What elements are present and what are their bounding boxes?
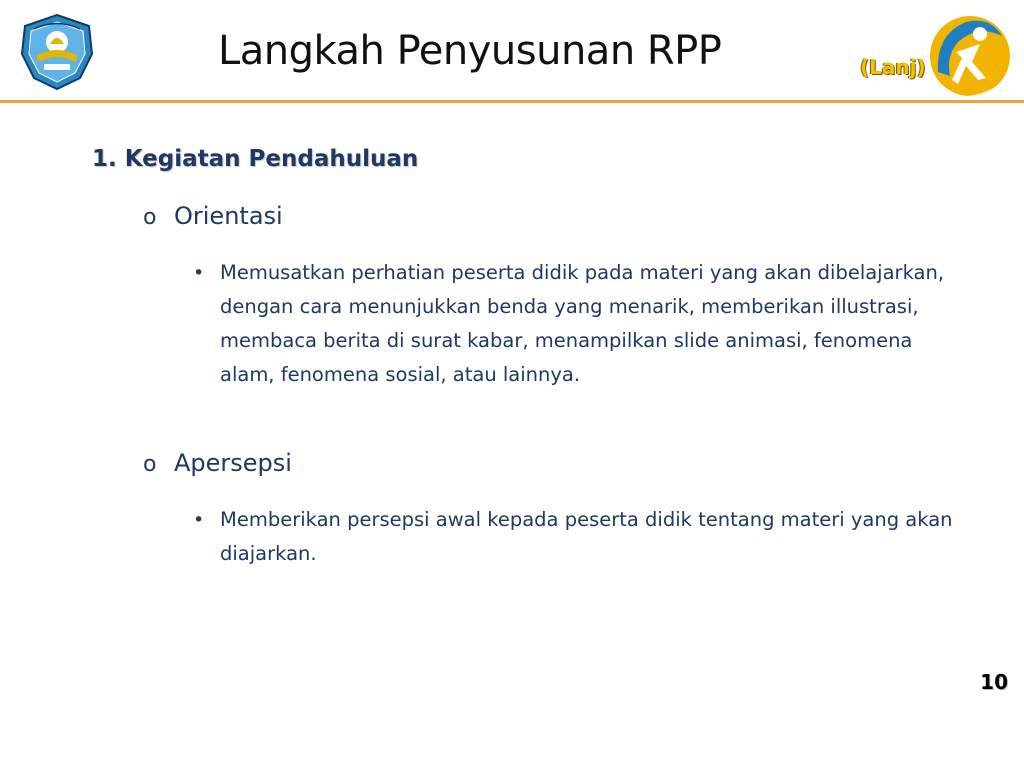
sub-item-apersepsi: Apersepsi: [174, 449, 292, 477]
bullet-marker: •: [193, 262, 205, 284]
slide-title: Langkah Penyusunan RPP: [218, 28, 722, 74]
tut-wuri-handayani-logo: [20, 14, 94, 90]
sub-bullet-marker: o: [143, 205, 157, 230]
kurikulum-2013-logo: [928, 14, 1010, 100]
page-number: 10: [980, 670, 1008, 694]
bullet-orientasi-text: Memusatkan perhatian peserta didik pada materi yang akan dibelajarkan, dengan cara menunjukkan benda yang menarik, memberikan illustrasi, membaca berita di surat kabar, menampilkan slide animasi, fenomena alam, fenomena sosial, atau lainnya.: [220, 261, 945, 386]
sub-bullet-marker: o: [143, 452, 157, 477]
bullet-marker: •: [193, 509, 205, 531]
continued-label: (Lanj): [860, 55, 926, 79]
title-divider: [0, 100, 1024, 103]
section-heading: 1. Kegiatan Pendahuluan: [92, 146, 419, 172]
sub-item-orientasi: Orientasi: [174, 202, 283, 230]
bullet-apersepsi-text: Memberikan persepsi awal kepada peserta didik tentang materi yang akan diajarkan.: [220, 508, 953, 565]
